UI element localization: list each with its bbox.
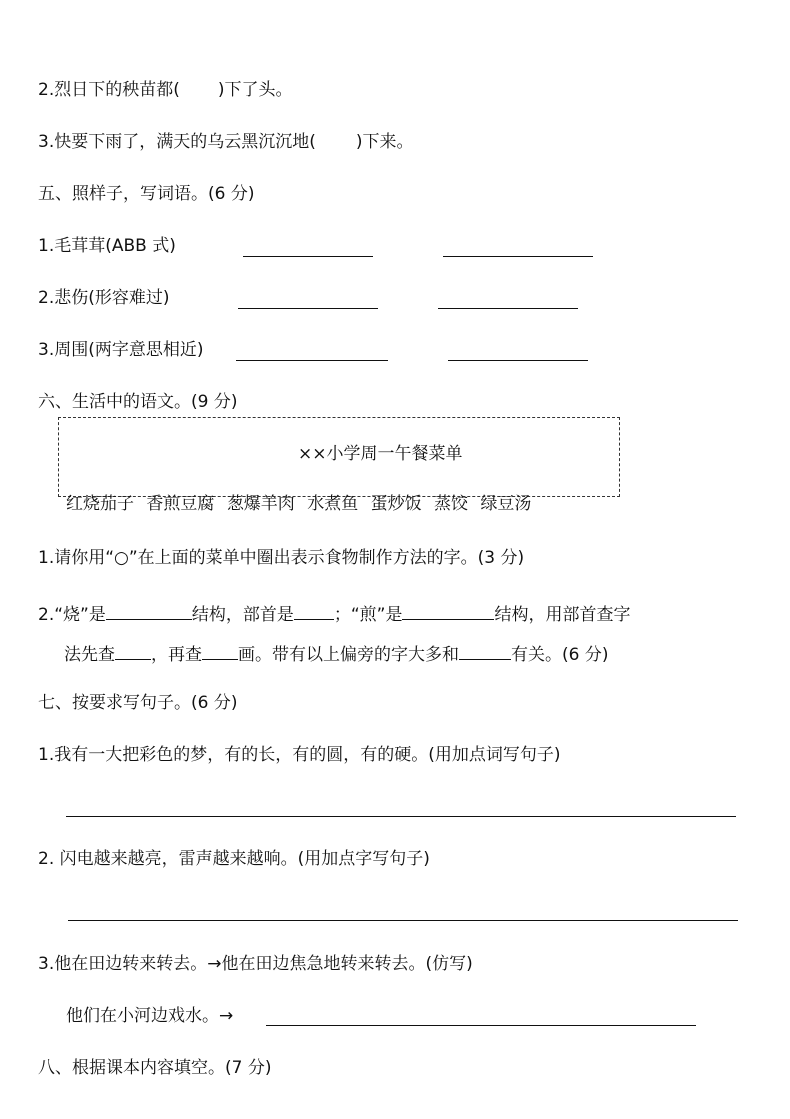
menu-item: 红烧茄子 — [66, 494, 134, 514]
q6-heading: 六、生活中的语文。(9 分) — [38, 392, 238, 412]
q7-item-3-answer-line[interactable] — [266, 1025, 696, 1026]
menu-item: 水煮鱼 — [307, 494, 359, 514]
q6-item-1: 1.请你用“○”在上面的菜单中圈出表示食物制作方法的字。(3 分) — [38, 548, 525, 568]
q7-item-1: 1.我有一大把彩色的梦，有的长，有的圆，有的硬。(用加点词写句子) — [38, 745, 561, 765]
q4-item-3-after: )下来。 — [355, 132, 414, 152]
q5-item-2-label: 2.悲伤(形容难过) — [38, 288, 170, 308]
menu-item: 绿豆汤 — [480, 494, 532, 514]
q6-item-2-text-8: 有关。(6 分) — [511, 645, 609, 665]
structure-blank-1[interactable] — [106, 602, 192, 620]
q6-item-2-text-1: 2.“烧”是 — [38, 605, 106, 625]
q5-item-1-blank-1[interactable] — [243, 256, 373, 257]
q8-heading: 八、根据课本内容填空。(7 分) — [38, 1058, 272, 1078]
q4-item-2-before: 2.烈日下的秧苗都( — [38, 80, 180, 100]
q7-item-3: 3.他在田边转来转去。→他在田边焦急地转来转去。(仿写) — [38, 954, 473, 974]
related-meaning-blank[interactable] — [459, 642, 511, 660]
menu-title: ××小学周一午餐菜单 — [298, 444, 463, 464]
q5-item-2-blank-2[interactable] — [438, 308, 578, 309]
q6-item-2-text-3: ；“煎”是 — [333, 605, 403, 625]
q5-item-2-blank-1[interactable] — [238, 308, 378, 309]
q5-heading: 五、照样子，写词语。(6 分) — [38, 184, 255, 204]
q7-item-2-answer-line[interactable] — [68, 920, 738, 921]
q5-item-3-blank-1[interactable] — [236, 360, 388, 361]
q7-heading: 七、按要求写句子。(6 分) — [38, 693, 238, 713]
q5-item-1-label: 1.毛茸茸(ABB 式) — [38, 236, 176, 256]
q4-item-2 — [38, 82, 293, 99]
q6-item-2-line-1 — [38, 602, 630, 624]
menu-item: 香煎豆腐 — [146, 494, 215, 514]
q6-item-2-line-2 — [64, 642, 608, 664]
menu-items — [66, 496, 538, 513]
q6-item-2-text-6: ，再查 — [151, 645, 202, 665]
radical-blank[interactable] — [294, 602, 334, 620]
q4-item-3 — [38, 134, 414, 151]
q5-item-1-blank-2[interactable] — [443, 256, 593, 257]
lookup-radical-blank[interactable] — [115, 642, 151, 660]
q6-item-2-text-7: 画。带有以上偏旁的字大多和 — [238, 645, 459, 665]
menu-item: 蒸饺 — [434, 494, 469, 514]
q7-item-2: 2. 闪电越来越亮，雷声越来越响。(用加点字写句子) — [38, 849, 430, 869]
menu-item: 蛋炒饭 — [370, 494, 422, 514]
q4-item-2-after: )下了头。 — [217, 80, 293, 100]
q4-item-3-before: 3.快要下雨了，满天的乌云黑沉沉地( — [38, 132, 316, 152]
q6-item-2-text-2: 结构，部首是 — [191, 605, 294, 625]
q5-item-3-label: 3.周围(两字意思相近) — [38, 340, 204, 360]
q6-item-2-text-5: 法先查 — [64, 645, 115, 665]
q5-item-3-blank-2[interactable] — [448, 360, 588, 361]
q7-item-1-answer-line[interactable] — [66, 816, 736, 817]
structure-blank-2[interactable] — [402, 602, 494, 620]
q6-item-2-text-4: 结构，用部首查字 — [494, 605, 631, 625]
stroke-count-blank[interactable] — [202, 642, 238, 660]
q7-item-3-prompt: 他们在小河边戏水。→ — [66, 1006, 234, 1026]
menu-item: 葱爆羊肉 — [226, 494, 295, 514]
